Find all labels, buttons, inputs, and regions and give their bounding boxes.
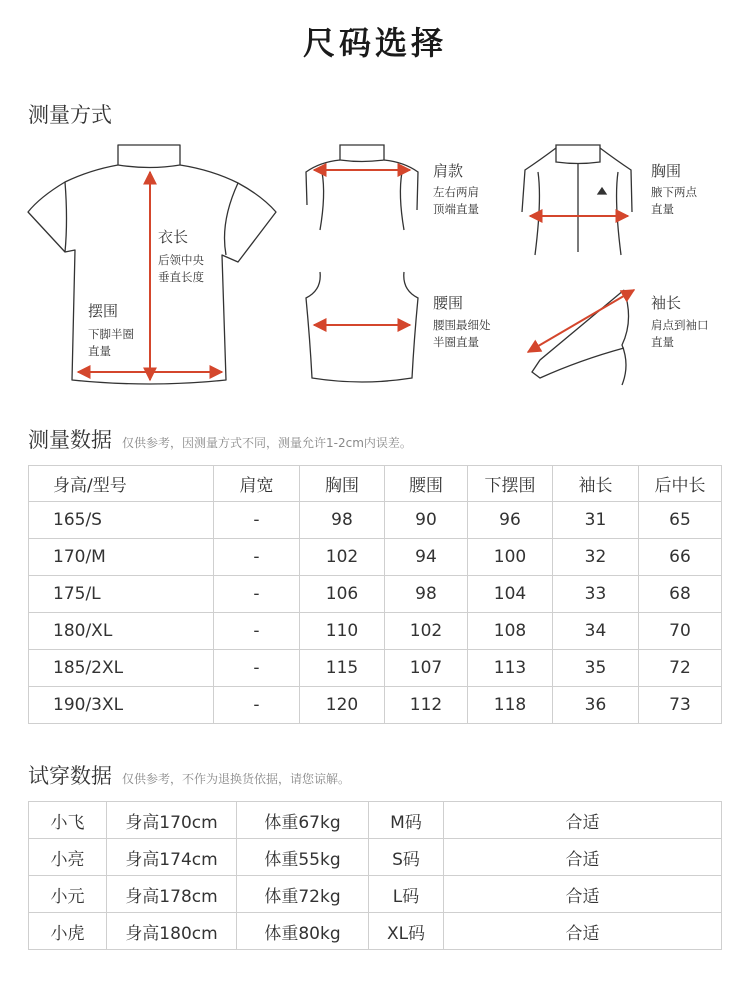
value-cell: 113: [468, 650, 553, 687]
tester-size: M码: [369, 802, 444, 839]
length-desc: 后领中央 垂直长度: [158, 253, 204, 284]
value-cell: 68: [639, 576, 722, 613]
col-header: 腰围: [385, 466, 468, 502]
tester-name: 小虎: [29, 913, 107, 950]
size-header-row: [29, 466, 722, 502]
value-cell: 35: [553, 650, 639, 687]
method-heading: 测量方式: [28, 103, 112, 127]
tester-height: 身高178cm: [107, 876, 237, 913]
sleeve-arrow: [528, 290, 634, 352]
fit-note: 仅供参考，不作为退换货依据，请您谅解。: [122, 772, 351, 786]
tester-weight: 体重55kg: [237, 839, 369, 876]
value-cell: 108: [468, 613, 553, 650]
value-cell: 115: [300, 650, 385, 687]
sleeve-figure: [532, 290, 629, 385]
shoulder-label: 肩款: [433, 162, 464, 180]
value-cell: -: [214, 613, 300, 650]
col-header: 肩宽: [214, 466, 300, 502]
tester-name: 小亮: [29, 839, 107, 876]
value-cell: 70: [639, 613, 722, 650]
table-row: [29, 539, 722, 576]
value-cell: 98: [300, 502, 385, 539]
value-cell: 120: [300, 687, 385, 724]
col-header: 袖长: [553, 466, 639, 502]
table-row: [29, 650, 722, 687]
tester-name: 小元: [29, 876, 107, 913]
tester-fit: 合适: [444, 802, 722, 839]
table-row: [29, 839, 722, 876]
length-label: 衣长: [158, 228, 189, 246]
tester-fit: 合适: [444, 913, 722, 950]
tester-size: S码: [369, 839, 444, 876]
tester-size: XL码: [369, 913, 444, 950]
size-cell: 175/L: [29, 576, 214, 613]
value-cell: 98: [385, 576, 468, 613]
hem-desc: 下脚半圈 直量: [88, 327, 134, 358]
col-header: 身高/型号: [29, 466, 214, 502]
tester-weight: 体重72kg: [237, 876, 369, 913]
value-cell: 102: [300, 539, 385, 576]
value-cell: 72: [639, 650, 722, 687]
section-heading-method: [28, 99, 112, 129]
table-row: [29, 913, 722, 950]
tester-fit: 合适: [444, 876, 722, 913]
table-row: [29, 502, 722, 539]
tester-size: L码: [369, 876, 444, 913]
table-row: [29, 576, 722, 613]
value-cell: -: [214, 687, 300, 724]
section-heading-fit: [28, 760, 350, 790]
size-cell: 170/M: [29, 539, 214, 576]
shoulder-figure: [306, 145, 418, 230]
value-cell: 32: [553, 539, 639, 576]
value-cell: 90: [385, 502, 468, 539]
value-cell: -: [214, 576, 300, 613]
value-cell: 112: [385, 687, 468, 724]
section-heading-size: [28, 424, 412, 454]
waist-figure: [306, 272, 418, 382]
value-cell: 31: [553, 502, 639, 539]
fit-table: [28, 801, 722, 950]
value-cell: 94: [385, 539, 468, 576]
table-row: [29, 613, 722, 650]
value-cell: 34: [553, 613, 639, 650]
page-title: 尺码选择: [302, 24, 447, 62]
value-cell: -: [214, 502, 300, 539]
value-cell: 66: [639, 539, 722, 576]
hem-label: 摆围: [88, 302, 119, 320]
value-cell: 102: [385, 613, 468, 650]
tester-height: 身高180cm: [107, 913, 237, 950]
value-cell: 65: [639, 502, 722, 539]
tester-height: 身高174cm: [107, 839, 237, 876]
value-cell: 96: [468, 502, 553, 539]
value-cell: 118: [468, 687, 553, 724]
waist-desc: 腰围最细处 半圈直量: [433, 318, 491, 349]
chest-desc: 腋下两点 直量: [651, 185, 697, 216]
table-row: [29, 876, 722, 913]
tester-weight: 体重80kg: [237, 913, 369, 950]
waist-label: 腰围: [433, 294, 464, 312]
tester-weight: 体重67kg: [237, 802, 369, 839]
col-header: 下摆围: [468, 466, 553, 502]
tester-height: 身高170cm: [107, 802, 237, 839]
fit-heading: 试穿数据: [28, 764, 112, 788]
col-header: 后中长: [639, 466, 722, 502]
value-cell: 100: [468, 539, 553, 576]
chest-label: 胸围: [651, 162, 682, 180]
value-cell: 33: [553, 576, 639, 613]
tester-fit: 合适: [444, 839, 722, 876]
sleeve-label: 袖长: [651, 294, 682, 312]
table-row: [29, 687, 722, 724]
size-table: [28, 465, 722, 724]
size-cell: 180/XL: [29, 613, 214, 650]
size-heading: 测量数据: [28, 428, 112, 452]
tester-name: 小飞: [29, 802, 107, 839]
value-cell: 36: [553, 687, 639, 724]
chest-figure: [522, 145, 632, 255]
col-header: 胸围: [300, 466, 385, 502]
value-cell: -: [214, 650, 300, 687]
size-cell: 190/3XL: [29, 687, 214, 724]
shoulder-desc: 左右两肩 顶端直量: [433, 185, 479, 216]
value-cell: 104: [468, 576, 553, 613]
value-cell: 107: [385, 650, 468, 687]
size-cell: 165/S: [29, 502, 214, 539]
table-row: [29, 802, 722, 839]
size-note: 仅供参考，因测量方式不同，测量允许1-2cm内误差。: [122, 436, 412, 450]
value-cell: 106: [300, 576, 385, 613]
sleeve-desc: 肩点到袖口 直量: [651, 318, 709, 349]
value-cell: -: [214, 539, 300, 576]
jacket-back-figure: [28, 145, 276, 384]
size-cell: 185/2XL: [29, 650, 214, 687]
value-cell: 73: [639, 687, 722, 724]
value-cell: 110: [300, 613, 385, 650]
